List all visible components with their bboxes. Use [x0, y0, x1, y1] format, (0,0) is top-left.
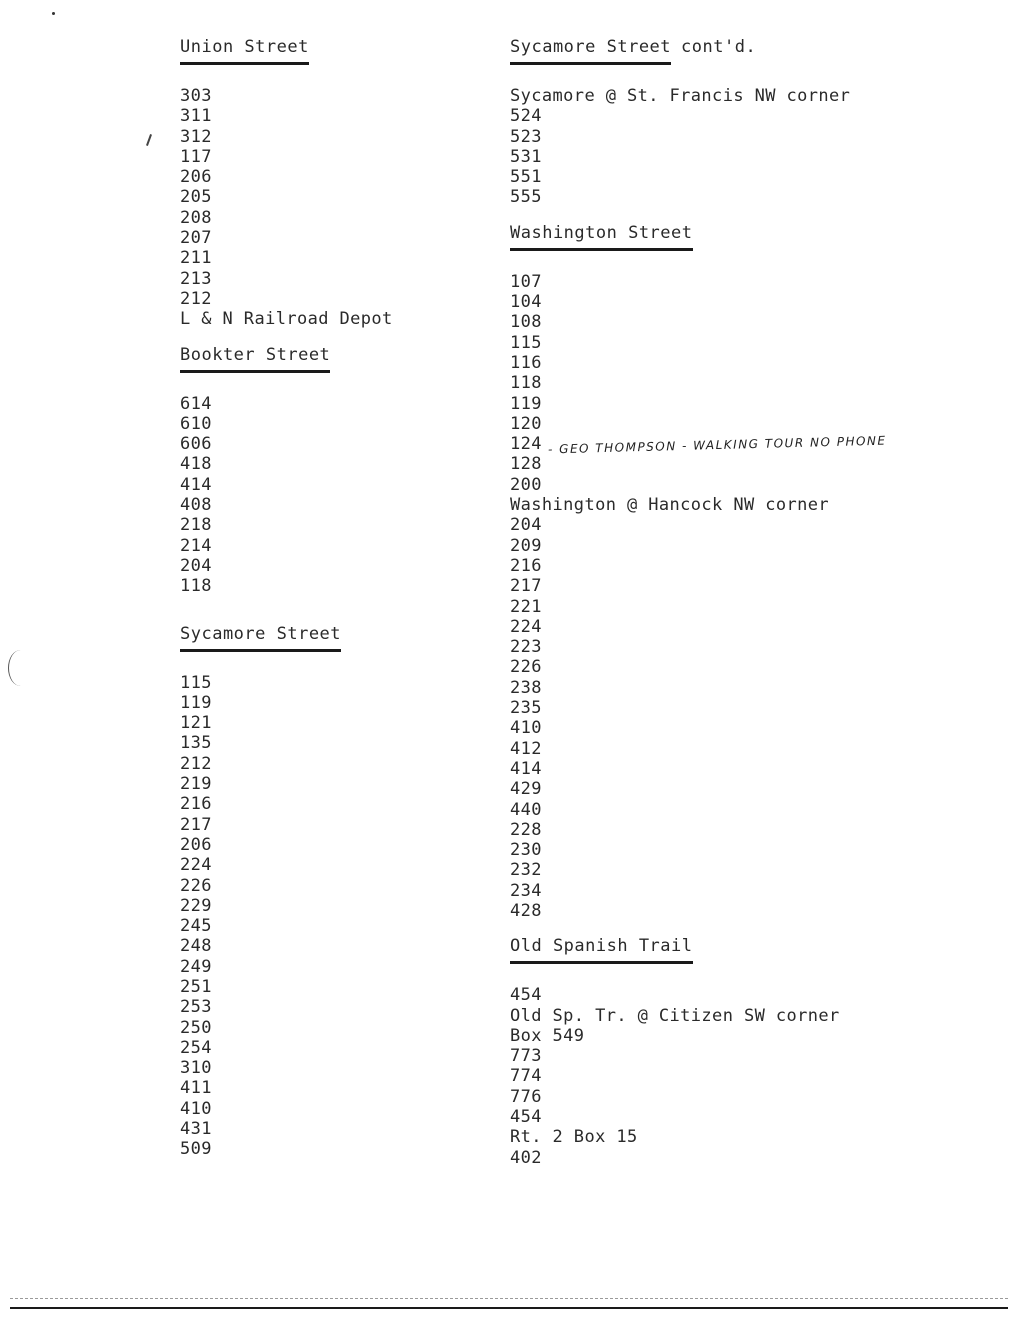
- address-text: 509: [180, 1139, 212, 1160]
- address-entry: [510, 292, 1010, 312]
- address-entry: [510, 127, 1010, 147]
- address-entry: [180, 269, 480, 289]
- scan-speck: [52, 12, 55, 15]
- address-entry: [180, 815, 480, 835]
- address-text: 411: [180, 1078, 212, 1099]
- address-entry: [510, 1087, 1010, 1107]
- address-entry: [180, 208, 480, 228]
- page-bottom-rule: [10, 1307, 1008, 1309]
- address-entry: [180, 167, 480, 187]
- union-street-list: [180, 86, 480, 330]
- address-text: 207: [180, 228, 212, 249]
- union-street-section: [180, 36, 480, 330]
- address-entry: [510, 820, 1010, 840]
- old-spanish-trail-heading: Old Spanish Trail: [510, 935, 693, 964]
- address-entry: [510, 1127, 1010, 1147]
- address-entry: [180, 896, 480, 916]
- address-text: 551: [510, 167, 542, 188]
- address-entry: [510, 800, 1010, 820]
- address-text: 234: [510, 880, 542, 901]
- address-entry: [510, 495, 1010, 515]
- address-text: 606: [180, 434, 212, 455]
- address-entry: [180, 936, 480, 956]
- address-entry: [180, 754, 480, 774]
- address-entry: [510, 556, 1010, 576]
- address-text: 120: [510, 413, 542, 434]
- right-column: [510, 36, 1010, 1182]
- address-text: 116: [510, 352, 542, 373]
- address-entry: [180, 733, 480, 753]
- address-entry: [180, 86, 480, 106]
- address-entry: [510, 779, 1010, 799]
- address-entry: [510, 373, 1010, 393]
- address-text: 104: [510, 292, 542, 313]
- address-text: 250: [180, 1017, 212, 1038]
- address-text: 230: [510, 840, 542, 861]
- address-text: 440: [510, 799, 542, 820]
- bookter-street-section: [180, 344, 480, 597]
- address-entry: [510, 272, 1010, 292]
- address-entry: [510, 86, 1010, 106]
- address-text: 454: [510, 1107, 542, 1128]
- address-entry: [510, 860, 1010, 880]
- address-entry: [510, 881, 1010, 901]
- address-text: Sycamore @ St. Francis NW corner: [510, 86, 851, 106]
- address-text: 523: [510, 126, 542, 147]
- address-entry: [510, 759, 1010, 779]
- address-entry: [180, 556, 480, 576]
- scan-mark: [8, 650, 33, 686]
- address-text: 773: [510, 1046, 542, 1067]
- address-entry: [180, 876, 480, 896]
- address-entry: [180, 713, 480, 733]
- contd-label: cont'd.: [681, 37, 757, 57]
- address-text: 128: [510, 454, 542, 475]
- address-entry: [180, 1078, 480, 1098]
- address-text: 206: [180, 834, 212, 855]
- address-text: 221: [510, 596, 542, 617]
- address-text: 223: [510, 637, 542, 658]
- address-entry: [180, 957, 480, 977]
- address-entry: [510, 1046, 1010, 1066]
- address-entry: [510, 1066, 1010, 1086]
- address-entry: [180, 997, 480, 1017]
- address-entry: [180, 1139, 480, 1159]
- address-text: 226: [180, 875, 212, 896]
- address-text: 418: [180, 454, 212, 475]
- address-entry: [180, 774, 480, 794]
- address-text: 217: [510, 576, 542, 597]
- address-entry: [510, 657, 1010, 677]
- address-entry: [180, 289, 480, 309]
- handwritten-note: - GEO THOMPSON - WALKING TOUR NO PHONE: [547, 433, 887, 457]
- address-entry: [180, 693, 480, 713]
- address-text: 429: [510, 779, 542, 800]
- section-heading: [180, 36, 309, 68]
- address-text: 312: [180, 126, 212, 147]
- address-text: 218: [180, 515, 212, 536]
- address-entry: [510, 1107, 1010, 1127]
- address-text: 408: [180, 495, 212, 516]
- address-text: 205: [180, 187, 212, 208]
- address-text: 108: [510, 312, 542, 333]
- address-text: 115: [180, 672, 212, 693]
- address-text: 209: [510, 535, 542, 556]
- address-entry: [180, 248, 480, 268]
- address-text: 431: [180, 1119, 212, 1140]
- address-entry: [510, 739, 1010, 759]
- address-text: 224: [180, 855, 212, 876]
- sycamore-street-section: [180, 623, 480, 1160]
- address-text: 249: [180, 956, 212, 977]
- address-entry: [180, 1119, 480, 1139]
- address-entry: [180, 394, 480, 414]
- address-entry: [180, 106, 480, 126]
- address-text: 776: [510, 1086, 542, 1107]
- address-entry: [510, 678, 1010, 698]
- address-text: 224: [510, 616, 542, 637]
- address-text: 226: [510, 657, 542, 678]
- address-entry: [180, 855, 480, 875]
- address-entry: [510, 901, 1010, 921]
- address-text: 428: [510, 900, 542, 921]
- address-entry: [510, 147, 1010, 167]
- address-text: 412: [510, 738, 542, 759]
- address-entry: [510, 637, 1010, 657]
- address-text: 610: [180, 413, 212, 434]
- address-entry: [510, 985, 1010, 1005]
- address-text: 204: [510, 515, 542, 536]
- address-text: 531: [510, 146, 542, 167]
- address-entry: [510, 106, 1010, 126]
- address-text: 524: [510, 106, 542, 127]
- address-text: 245: [180, 916, 212, 937]
- address-entry: [510, 414, 1010, 434]
- address-text: 555: [510, 187, 542, 208]
- address-entry: [180, 1058, 480, 1078]
- address-entry: [510, 515, 1010, 535]
- address-entry: [180, 673, 480, 693]
- address-text: L & N Railroad Depot: [180, 309, 393, 330]
- scan-mark: [146, 134, 152, 146]
- address-text: 211: [180, 248, 212, 269]
- sycamore-street-list: [180, 673, 480, 1160]
- address-text: 204: [180, 555, 212, 576]
- address-entry: [510, 1006, 1010, 1026]
- address-text: 107: [510, 271, 542, 292]
- address-entry: [180, 794, 480, 814]
- bookter-street-list: [180, 394, 480, 597]
- address-text: 135: [180, 733, 212, 754]
- address-text: 200: [510, 474, 542, 495]
- address-entry: [510, 312, 1010, 332]
- address-entry: [180, 515, 480, 535]
- address-text: 311: [180, 106, 212, 127]
- address-text: 217: [180, 814, 212, 835]
- address-text: 414: [180, 474, 212, 495]
- address-text: 251: [180, 976, 212, 997]
- address-entry: [180, 1038, 480, 1058]
- address-entry: [510, 187, 1010, 207]
- address-text: 212: [180, 753, 212, 774]
- address-text: 118: [180, 576, 212, 597]
- address-text: 208: [180, 207, 212, 228]
- address-text: Washington @ Hancock NW corner: [510, 495, 830, 516]
- address-text: 121: [180, 713, 212, 734]
- address-entry: [180, 147, 480, 167]
- address-text: 219: [180, 774, 212, 795]
- address-text: 229: [180, 895, 212, 916]
- address-text: 119: [510, 393, 542, 414]
- address-text: 248: [180, 936, 212, 957]
- address-text: 119: [180, 692, 212, 713]
- address-entry: [510, 394, 1010, 414]
- address-text: 410: [510, 718, 542, 739]
- address-entry: [180, 228, 480, 248]
- address-entry: [180, 309, 480, 329]
- address-text: 235: [510, 698, 542, 719]
- address-text: 117: [180, 146, 212, 167]
- washington-street-list: [510, 272, 1010, 922]
- address-entry: [180, 1099, 480, 1119]
- address-text: Old Sp. Tr. @ Citizen SW corner: [510, 1005, 840, 1026]
- washington-street-heading: Washington Street: [510, 222, 693, 251]
- sycamore-contd-list: [510, 86, 1010, 208]
- old-spanish-trail-section: [510, 935, 1010, 1168]
- address-entry: [510, 718, 1010, 738]
- address-entry: [180, 434, 480, 454]
- address-entry: [180, 576, 480, 596]
- page-bottom-faint-rule: [10, 1298, 1008, 1299]
- address-text: 303: [180, 86, 212, 106]
- address-text: 115: [510, 332, 542, 353]
- address-entry: [510, 597, 1010, 617]
- section-heading: [510, 36, 756, 68]
- address-entry: [510, 333, 1010, 353]
- address-text: 228: [510, 819, 542, 840]
- address-text: 238: [510, 677, 542, 698]
- section-heading: [180, 623, 341, 655]
- address-entry: [180, 916, 480, 936]
- address-entry: [510, 1026, 1010, 1046]
- address-entry: [510, 353, 1010, 373]
- address-entry: [180, 454, 480, 474]
- address-text: 402: [510, 1147, 542, 1168]
- address-entry: [180, 127, 480, 147]
- bookter-street-heading: Bookter Street: [180, 344, 330, 373]
- address-text: 410: [180, 1098, 212, 1119]
- section-heading: [510, 222, 693, 254]
- address-entry: [510, 840, 1010, 860]
- address-entry: [180, 835, 480, 855]
- address-text: Rt. 2 Box 15: [510, 1127, 638, 1148]
- address-text: 232: [510, 860, 542, 881]
- address-entry: [510, 617, 1010, 637]
- address-text: 310: [180, 1058, 212, 1079]
- union-street-heading: Union Street: [180, 36, 309, 65]
- address-entry: [180, 414, 480, 434]
- old-spanish-trail-list: [510, 985, 1010, 1168]
- address-text: 216: [180, 794, 212, 815]
- address-text: 212: [180, 288, 212, 309]
- address-text: 206: [180, 167, 212, 188]
- sycamore-contd-section: [510, 36, 1010, 208]
- address-text: 254: [180, 1037, 212, 1058]
- address-text: Box 549: [510, 1025, 585, 1046]
- address-text: 614: [180, 393, 212, 414]
- address-entry: [180, 187, 480, 207]
- address-entry: [180, 536, 480, 556]
- address-entry: [510, 698, 1010, 718]
- address-entry: [510, 536, 1010, 556]
- address-text: 414: [510, 758, 542, 779]
- address-entry: [510, 1148, 1010, 1168]
- section-heading: [180, 344, 330, 376]
- sycamore-street-heading: Sycamore Street: [180, 623, 341, 652]
- washington-street-section: [510, 222, 1010, 922]
- address-entry: [180, 977, 480, 997]
- address-text: 213: [180, 268, 212, 289]
- address-text: 118: [510, 373, 542, 394]
- address-entry: [180, 495, 480, 515]
- address-entry: [510, 433, 1010, 457]
- address-entry: [510, 167, 1010, 187]
- address-text: 253: [180, 997, 212, 1018]
- section-heading: [510, 935, 693, 967]
- sycamore-contd-heading: Sycamore Street: [510, 36, 671, 65]
- address-entry: [510, 475, 1010, 495]
- address-text: 214: [180, 535, 212, 556]
- address-entry: [180, 475, 480, 495]
- address-text: 216: [510, 555, 542, 576]
- left-column: [180, 36, 480, 1174]
- address-entry: [510, 576, 1010, 596]
- address-text: 774: [510, 1066, 542, 1087]
- address-text: 124: [510, 434, 542, 455]
- address-entry: [180, 1018, 480, 1038]
- address-text: 454: [510, 985, 542, 1006]
